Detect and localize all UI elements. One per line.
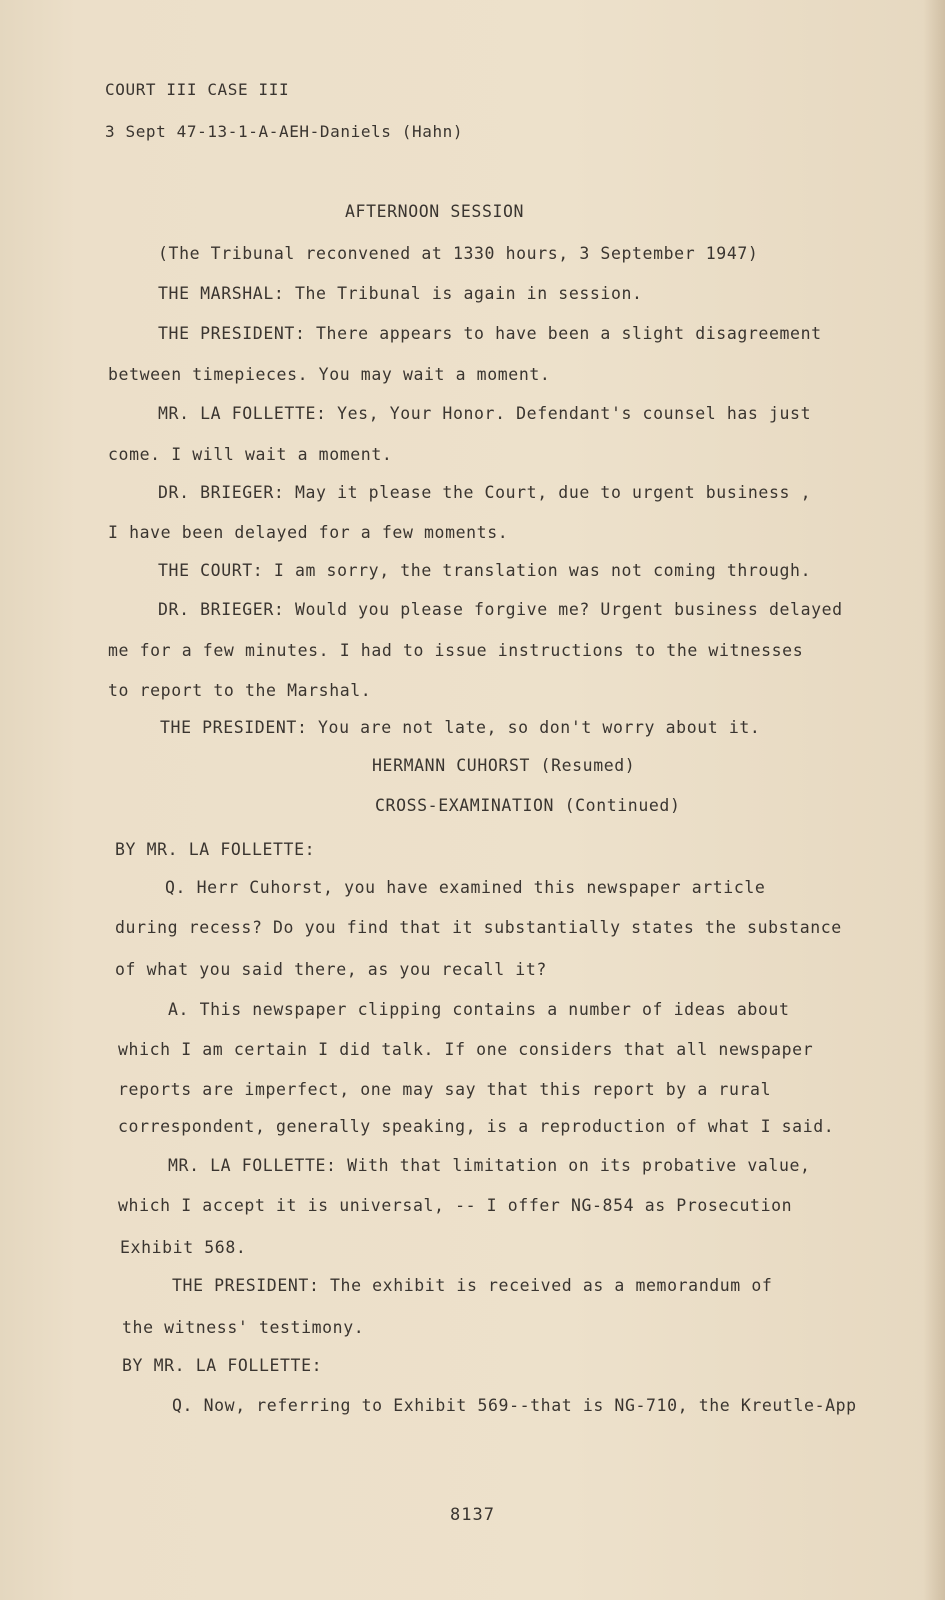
session-title: AFTERNOON SESSION xyxy=(345,202,525,221)
transcript-line: I have been delayed for a few moments. xyxy=(108,523,509,542)
witness-heading: HERMANN CUHORST (Resumed) xyxy=(372,756,636,775)
transcript-line: during recess? Do you find that it substantially states the substance xyxy=(115,918,842,937)
transcript-line: come. I will wait a moment. xyxy=(108,445,393,464)
examination-heading: CROSS-EXAMINATION (Continued) xyxy=(375,796,681,815)
transcript-line: Q. Now, referring to Exhibit 569--that is NG-710, the Kreutle-App xyxy=(172,1396,857,1415)
transcript-line: reports are imperfect, one may say that this report by a rural xyxy=(118,1080,772,1099)
transcript-line: between timepieces. You may wait a moment. xyxy=(108,365,551,384)
transcript-line: A. This newspaper clipping contains a number of ideas about xyxy=(168,1000,790,1019)
paper-edge xyxy=(923,0,945,1600)
transcript-line: MR. LA FOLLETTE: Yes, Your Honor. Defendant's counsel has just xyxy=(158,404,812,423)
transcript-line: BY MR. LA FOLLETTE: xyxy=(122,1356,323,1375)
transcript-line: to report to the Marshal. xyxy=(108,681,372,700)
transcript-line: THE PRESIDENT: There appears to have been a slight disagreement xyxy=(158,324,822,343)
transcript-line: THE COURT: I am sorry, the translation was not coming through. xyxy=(158,561,812,580)
transcript-line: of what you said there, as you recall it? xyxy=(115,960,547,979)
transcript-line: which I accept it is universal, -- I offer NG-854 as Prosecution xyxy=(118,1196,793,1215)
transcript-line: BY MR. LA FOLLETTE: xyxy=(115,840,316,859)
transcript-line: Q. Herr Cuhorst, you have examined this newspaper article xyxy=(165,878,766,897)
transcript-line: the witness' testimony. xyxy=(122,1318,365,1337)
transcript-line: THE PRESIDENT: The exhibit is received as a memorandum of xyxy=(172,1276,773,1295)
transcript-line: DR. BRIEGER: May it please the Court, due to urgent business , xyxy=(158,483,812,502)
transcript-line: Exhibit 568. xyxy=(120,1238,247,1257)
transcript-line: MR. LA FOLLETTE: With that limitation on its probative value, xyxy=(168,1156,811,1175)
transcript-line: correspondent, generally speaking, is a reproduction of what I said. xyxy=(118,1117,835,1136)
transcript-line: DR. BRIEGER: Would you please forgive me? Urgent business delayed xyxy=(158,600,843,619)
transcript-line: which I am certain I did talk. If one considers that all newspaper xyxy=(118,1040,814,1059)
transcript-line: THE PRESIDENT: You are not late, so don't worry about it. xyxy=(160,718,761,737)
transcript-line: (The Tribunal reconvened at 1330 hours, 3 September 1947) xyxy=(158,244,759,263)
transcript-line: THE MARSHAL: The Tribunal is again in session. xyxy=(158,284,643,303)
court-case-header: COURT III CASE III xyxy=(105,80,290,99)
page-number: 8137 xyxy=(450,1505,495,1525)
transcript-line: me for a few minutes. I had to issue instructions to the witnesses xyxy=(108,641,804,660)
reference-line: 3 Sept 47-13-1-A-AEH-Daniels (Hahn) xyxy=(105,122,464,141)
